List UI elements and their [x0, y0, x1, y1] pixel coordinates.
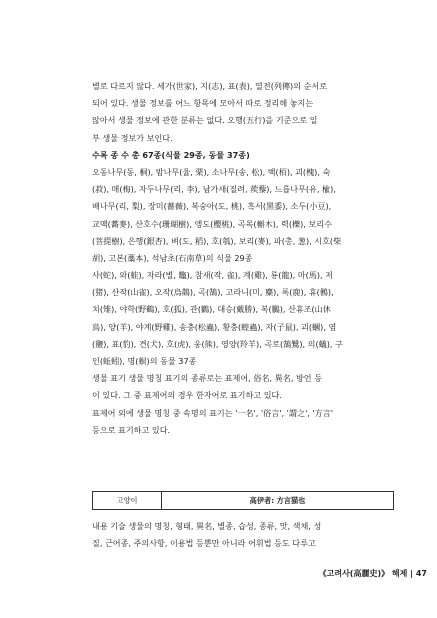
text-line: 않아서 생물 정보에 관한 분류는 없다. 오행(五行)을 기준으로 일	[92, 115, 318, 126]
species-count-heading	[92, 147, 392, 164]
plants-paragraph	[92, 164, 392, 267]
text-line: 부 생물 정보가 보인다.	[92, 132, 173, 143]
table-cell-notation: 高伊者: 方言猫也	[249, 495, 306, 505]
text-line: 이 있다. 그 중 표제어의 경우 한자어로 표기하고 있다.	[92, 390, 282, 401]
page-footer: 《고려사(高麗史)》 해제 | 47	[318, 569, 427, 578]
example-table	[92, 491, 394, 510]
text-line: 오동나무(동, 桐), 밤나무(율, 栗), 소나무(송, 松), 백(栢), 괴(槐), 숙	[92, 166, 331, 177]
text-line: 치(雉), 야학(野鶴), 호(狐), 관(鸛), 대승(戴勝), 복(鵩), 산휴조(山休	[92, 304, 331, 315]
text-line: 내용 기술 생물의 명칭, 형태, 異名, 별종, 습성, 종류, 맛, 색채, 성	[92, 521, 322, 531]
notation-paragraph	[92, 370, 392, 439]
text-line: 생물 표기 생물 명칭 표기의 종류로는 표제어, 俗名, 異名, 방언 등	[92, 373, 323, 384]
text-line: 되어 있다. 생물 정보를 어느 항목에 모아서 따로 정리해 놓지는	[92, 98, 314, 109]
body-text	[92, 78, 392, 439]
text-line: 수록 종 수 총 67종(식물 29종, 동물 37종)	[92, 149, 250, 160]
text-line: 별로 다르지 않다. 세가(世家), 지(志), 표(表), 열전(列傳)의 순서로	[92, 81, 328, 91]
text-line: 질, 근어종, 주의사항, 이용법 등뿐만 아니라 어휘법 등도 다루고	[92, 538, 316, 549]
text-line: (菩提樹), 은행(銀杏), 벼(도, 稻), 호(瓠), 보리(麥), 파(총, 葱), 시호(柴	[92, 235, 342, 246]
text-line: 등으로 표기하고 있다.	[92, 424, 171, 435]
table-cell-term: 고양이	[93, 492, 162, 509]
text-line: 배나무(리, 梨), 장미(薔薇), 복숭아(도, 桃), 흑서(黑黍), 소두(小豆),	[92, 201, 332, 212]
document-page	[92, 0, 392, 618]
text-line: (菽), 매(梅), 자두나무(리, 李), 남가새(질려, 蒺藜), 느릅나무(유, 楡),	[92, 184, 336, 195]
content-paragraph	[92, 518, 392, 552]
intro-paragraph	[92, 78, 392, 147]
text-line: 표제어 외에 생물 명칭 중 속명의 표기는 '一名', '俗言', '謂之', '方言'	[92, 407, 334, 418]
text-line: 인(蚯蚓), 명(螟)의 동물 37종	[92, 356, 197, 366]
text-line: 胡), 고본(藁本), 석남초(石南草)의 식물 29종	[92, 252, 253, 263]
text-line: 교맥(蕎麥), 산호수(珊瑚樹), 앵도(櫻桃), 곡목(槲木), 력(櫟), 보리수	[92, 218, 332, 229]
text-line: (鹽), 표(豹), 견(犬), 호(虎), 웅(熊), 영양(羚羊), 곡로(鵠鷺), 의(蟻), 구	[92, 338, 343, 349]
animals-paragraph	[92, 267, 392, 370]
content-section	[92, 518, 392, 552]
text-line: (猪), 산작(山雀), 오작(烏鵲), 곡(鵠), 고라니(미, 麋), 록(鹿), 휴(鵂),	[92, 287, 334, 298]
text-line: 사(蛇), 와(蛙), 자라(별, 鼈), 참새(작, 雀), 계(雞), 룡(龍), 마(馬), 저	[92, 270, 333, 281]
text-line: 鳥), 양(羊), 야계(野雞), 송충(松蟲), 황충(蝗蟲), 자(子鼠), 괴(蟈), 염	[92, 321, 337, 332]
